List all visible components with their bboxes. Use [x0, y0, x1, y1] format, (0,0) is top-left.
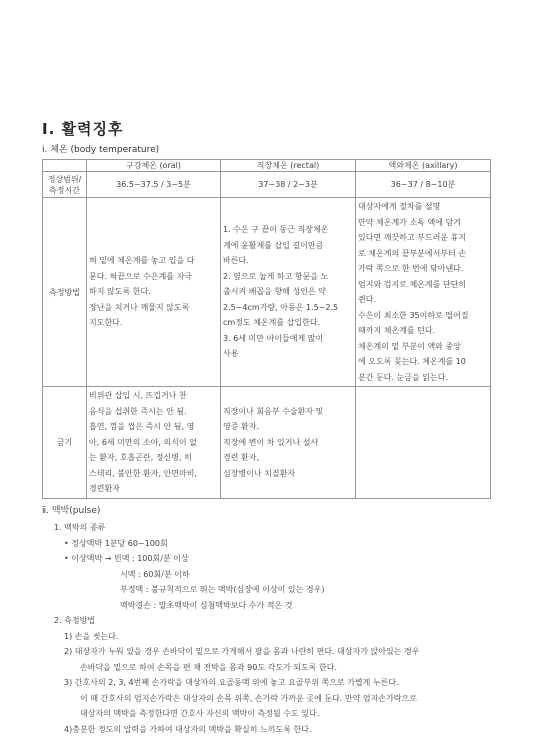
cell-line: 2.5~4cm가량, 아동은 1.5~2.5 [223, 302, 339, 312]
cell-line: 에 오도록 꽂는다. 체온계를 10 [358, 357, 466, 366]
section-heading-temperature: ⅰ. 체온 (body temperature) [42, 145, 160, 155]
pulse-section [42, 503, 492, 737]
temperature-table [42, 159, 491, 499]
cell-normal-axillary: 36~37 / 8~10분 [356, 172, 491, 198]
cell-line: 출시켜 배꼽을 향해 성인은 약 [223, 287, 326, 297]
cell-line: 영증 환자. [223, 422, 259, 431]
pulse-deficit-item: 맥박결손 : 말초맥박이 심첨맥박보다 수가 적은 것 [120, 600, 293, 610]
pulse-step-4: 4)충분한 정도의 압력을 가하여 대상자의 맥박을 확실히 느끼도록 한다. [64, 724, 312, 734]
cell-line: 하지 않도록 한다. [89, 287, 151, 297]
cell-method-axillary [356, 198, 491, 387]
cell-line: 혀 밑에 체온계를 놓고 입을 다 [89, 256, 195, 266]
pulse-abnormal-item: • 이상맥박 → 빈맥 : 100회/분 이상 [64, 554, 189, 563]
pulse-method-heading: 2. 측정방법 [54, 616, 96, 625]
cell-line: 문다. 혀끝으로 수은계를 자극 [89, 271, 192, 281]
cell-line: 직장에 변이 차 있거나 설사 [223, 437, 319, 447]
cell-line: 수은이 최소한 35이하로 떨어질 [358, 310, 469, 320]
cell-line: 2. 옆으로 눕게 하고 항문을 노 [223, 271, 329, 281]
cell-line: 로 체온계의 끝부분에서부터 손 [358, 248, 467, 258]
cell-line: 만약 체온계가 소독 액에 담겨 [358, 217, 461, 227]
cell-line: cm정도 체온계를 삽입한다. [223, 318, 321, 328]
cell-line: 는 환자, 호흡곤란, 정신병, 히 [89, 453, 192, 462]
pulse-step-2-cont: 손바닥을 밑으로 하여 손목을 편 채 전박을 몸과 90도 각도가 되도록 한다. [80, 662, 338, 672]
cell-contra-oral [87, 387, 221, 499]
cell-line: 계에 윤활제를 삽입 길이만큼 [223, 240, 324, 250]
row-label-method: 측정방법 [43, 198, 87, 387]
pulse-step-1: 1) 손을 씻는다. [64, 631, 119, 641]
cell-normal-rectal: 37~38 / 2~3분 [221, 172, 356, 198]
pulse-normal-item: • 정상맥박 1분당 60~100회 [64, 538, 168, 548]
cell-normal-oral: 36.5~37.5 / 3~5분 [87, 172, 221, 198]
cell-line: 있다면 깨끗하고 부드러운 휴지 [358, 233, 467, 242]
pulse-brady-item: 서맥 : 60회/분 이하 [120, 569, 190, 579]
row-label-contraindication: 금기 [43, 387, 87, 499]
header-empty [43, 160, 87, 172]
cell-line: 때까지 체온계를 턴다. [358, 326, 436, 335]
cell-method-rectal [221, 198, 356, 387]
cell-method-oral [87, 198, 221, 387]
pulse-step-3-cont: 대상자의 맥박을 측정한다면 간호사 자신의 맥박이 측정될 수도 있다. [80, 709, 320, 718]
cell-line: 쥔다. [358, 295, 376, 304]
table-row-normal [43, 172, 491, 198]
pulse-types-heading: 1. 맥박의 종류 [54, 523, 106, 532]
cell-line: 체온계의 밑 부분이 액와 중앙 [358, 341, 461, 351]
cell-line: 분간 둔다. 눈금을 읽는다. [358, 372, 448, 382]
table-row-method [43, 198, 491, 387]
cell-line: 사용 [223, 349, 239, 359]
cell-line: 가락 쪽으로 한 번에 닦아낸다. [358, 264, 464, 273]
page-title: Ⅰ. 활력징후 [42, 120, 124, 138]
cell-line: 대상자에게 절차를 설명 [358, 202, 441, 211]
pulse-step-3-cont: 이 때 간호사의 엄지손가락은 대상자의 손목 위쪽, 손가락 가까운 곳에 둔다. 만약 엄지손가락으로 [80, 693, 417, 703]
pulse-step-2: 2) 대상자가 누워 있을 경우 손바닥이 밑으로 가게해서 팔을 몸과 나란히 편다. 대상자가 앉아있는 경우 [64, 647, 420, 656]
cell-line: 경련환자 [89, 484, 120, 493]
cell-line: 3. 6세 미만 아이들에게 많이 [223, 333, 324, 343]
cell-line: 장난을 치거나 깨물지 않도록 [89, 302, 190, 312]
cell-contra-axillary [356, 387, 491, 499]
cell-line: 1. 수은 구 끝이 둥근 직장체온 [223, 225, 329, 235]
header-rectal: 직장체온 (rectal) [221, 160, 356, 172]
cell-line: 스테리, 불안한 환자, 안면마비, [89, 468, 197, 478]
cell-line: 바른다. [223, 256, 249, 266]
pulse-irregular-item: 부정맥 : 불규칙적으로 뛰는 맥박(심장에 이상이 있는 경우) [120, 585, 325, 594]
table-header-row [43, 160, 491, 172]
header-axillary: 액와체온 (axillary) [356, 160, 491, 172]
cell-line: 심장병이나 치질환자 [223, 468, 296, 478]
pulse-step-3: 3) 간호사의 2, 3, 4번째 손가락을 대상자의 요골동맥 위에 놓고 요골부위 쪽으로 가볍게 누른다. [64, 678, 399, 687]
cell-line: 음식을 섭취한 즉시는 안 됨. [89, 406, 187, 416]
cell-line: 지도한다. [89, 318, 123, 328]
cell-contra-rectal [221, 387, 356, 499]
cell-line: 비위관 삽입 시, 뜨겁거나 찬 [89, 391, 187, 400]
cell-line: 흡연, 껌을 씹은 즉시 안 됨, 영 [89, 422, 195, 431]
cell-line: 직장이나 회음부 수술환자 및 [223, 406, 324, 416]
cell-line: 아, 6세 미만의 소아, 의식이 없 [89, 437, 197, 447]
table-row-contraindication [43, 387, 491, 499]
row-label-normal: 정상범위/측정시간 [43, 172, 87, 198]
cell-line: 경련 환자, [223, 453, 259, 462]
section-heading-pulse: ⅱ. 맥박(pulse) [42, 506, 101, 516]
cell-line: 엄지와 검지로 체온계를 단단히 [358, 279, 467, 289]
header-oral: 구강체온 (oral) [87, 160, 221, 172]
